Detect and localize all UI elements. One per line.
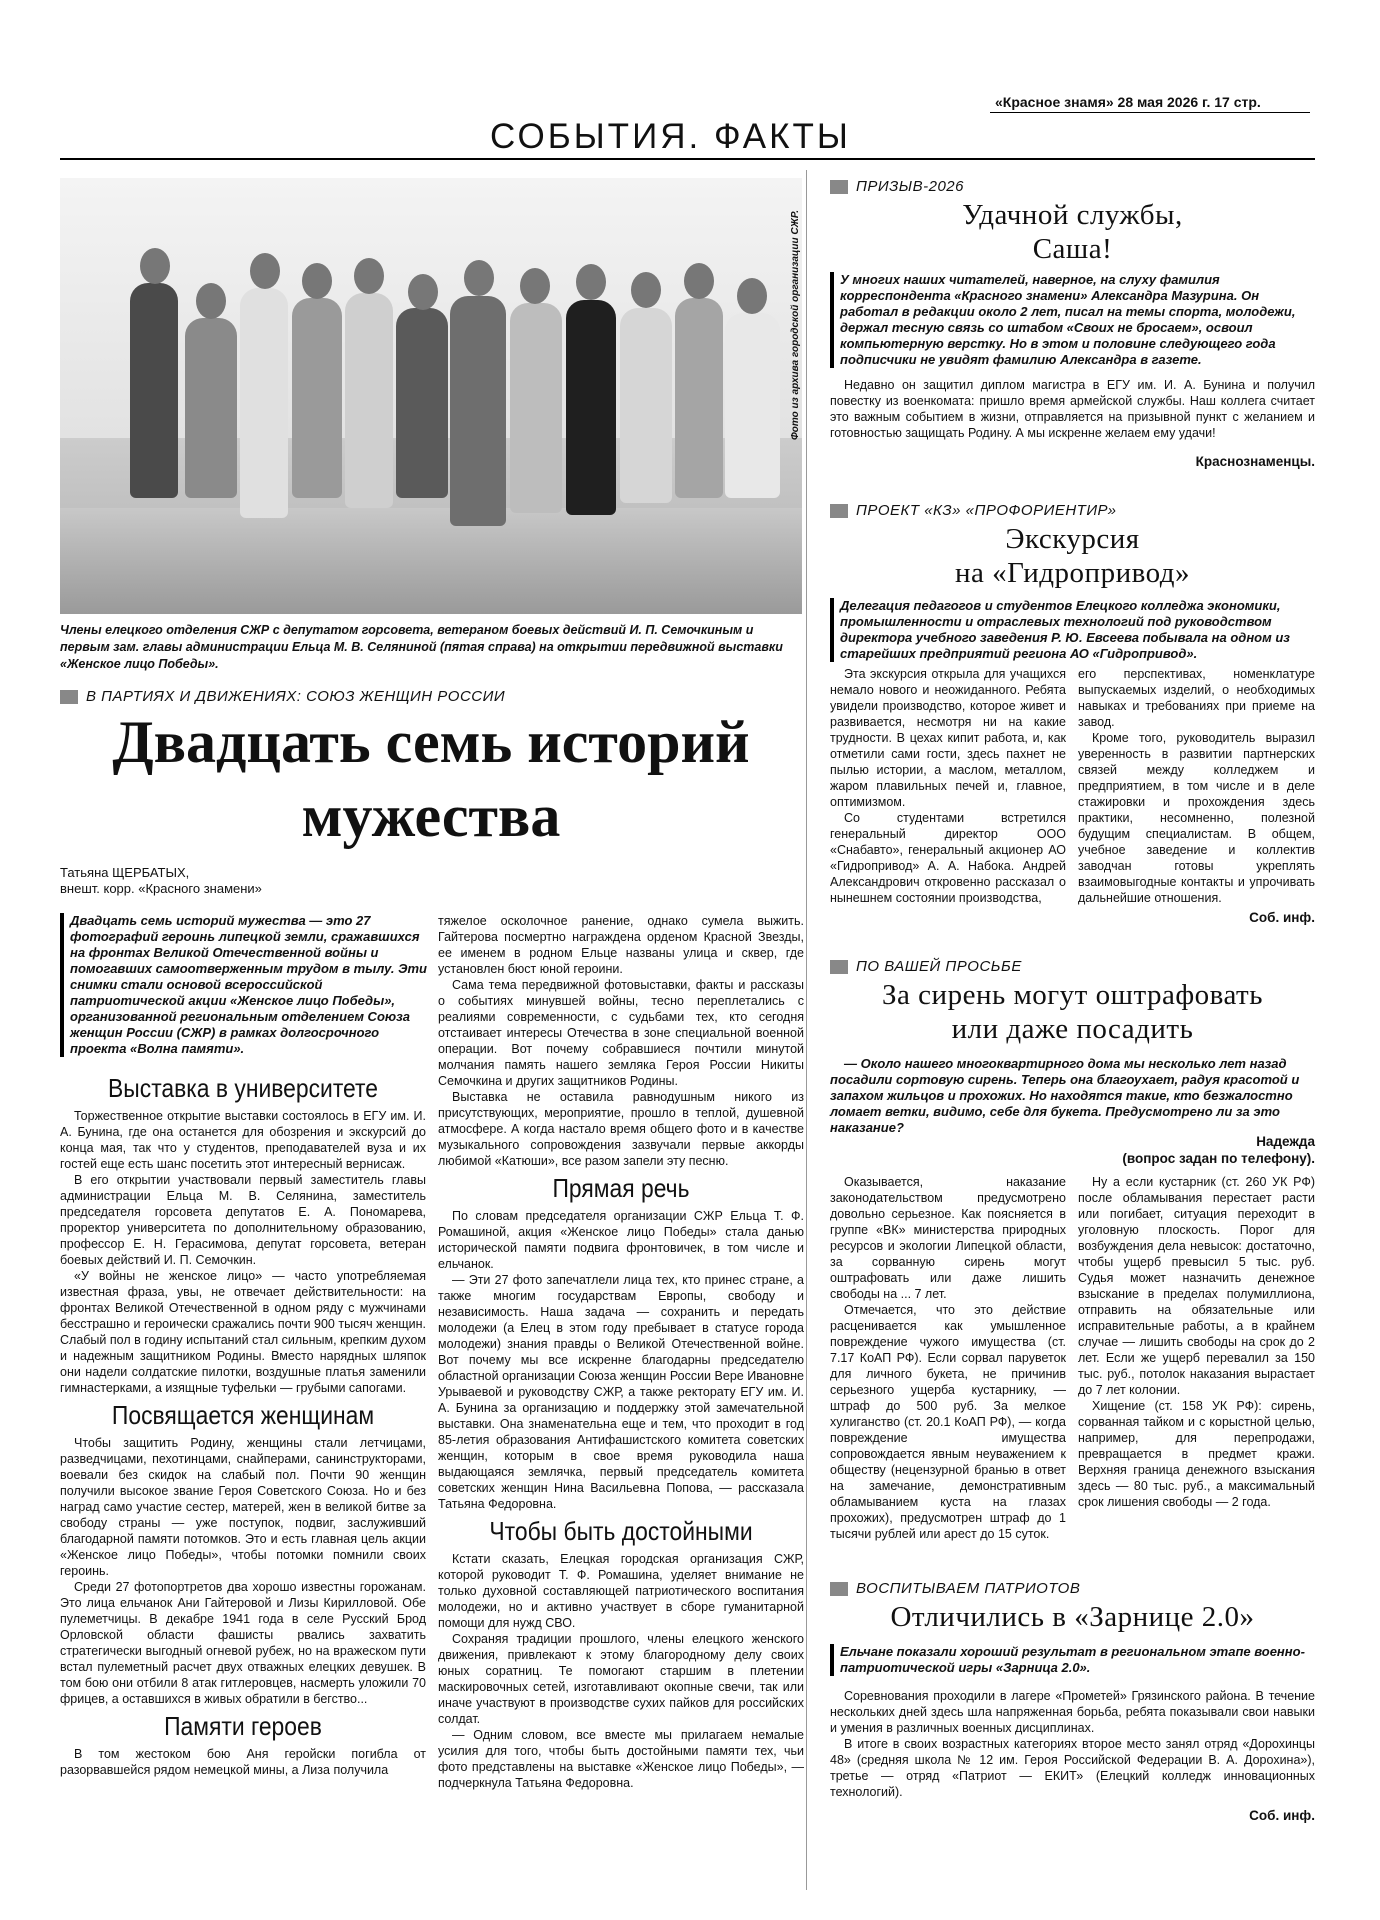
paragraph: «У войны не женское лицо» — часто употребляемая известная фраза, увы, не отвечает действительности: на фронтах Великой Отечественной в одном ряду с мужчинами бесстрашно и героически сражались почти 900 тысяч женщин. Слабый пол в годину испытаний стал сильным, крепким духом и надежным защитником Родины. Вместо нарядных шляпок они надели солдатские пилотки, воздушные платья заменили гимнастерками, а изящные туфельки — грубыми сапогами. [60, 1269, 426, 1395]
zarnitsa-lead: Ельчане показали хороший результат в региональном этапе военно-патриотической игры «Зарница 2.0». [830, 1644, 1315, 1676]
paragraph: В том жестоком бою Аня геройски погибла от разорвавшейся рядом немецкой мины, а Лиза получила [60, 1747, 426, 1777]
paragraph: Кстати сказать, Елецкая городская организация СЖР, которой руководит Т. Ф. Ромашина, уделяет внимание не только духовной составляющей патриотического воспитания молодежи, но и активно участвует в сборе гуманитарной помощи для нужд СВО. [438, 1552, 804, 1630]
excursion-lead: Делегация педагогов и студентов Елецкого колледжа экономики, промышленности и отраслевых технологий под руководством директора учебного заведения Р. Ю. Евсеева побывала на одном из старейших предприятий региона АО «Гидропривод». [830, 598, 1315, 662]
paragraph: Среди 27 фотопортретов два хорошо известны горожанам. Это лица ельчанок Ани Гайтеровой и Лизы Кирилловой. Обе пулеметчицы. В декабре 1941 года в селе Русский Брод Орловской области фашисты рвались захватить стратегически выгодный огневой рубеж, но на вражеском пути встал пулеметный расчет двух отважных елецких девушек. В том бою они отбили 8 атак гитлеровцев, насмерть уложили 70 фрицев, а оставшихся в живых обратили в бегство... [60, 1580, 426, 1706]
prizyv-rubric: ПРИЗЫВ-2026 [830, 178, 964, 195]
rubric-marker-icon [830, 1582, 848, 1596]
prizyv-lead: У многих наших читателей, наверное, на слуху фамилия корреспондента «Красного знамени» Александра Мазурина. Он работал в редакции около 2 лет, писал на темы спорта, молодежи, держал тесную связь со штабом «Своих не бросаем», освоил компьютерную верстку. Но в этом и половине следующего года подписчики не увидят фамилию Александра в газете. [830, 272, 1315, 368]
zarnitsa-title: Отличились в «Зарнице 2.0» [890, 1601, 1255, 1633]
rubric-marker-icon [830, 180, 848, 194]
rubric-marker-icon [830, 960, 848, 974]
photo-caption: Члены елецкого отделения СЖР с депутатом горсовета, ветераном боевых действий И. П. Семочкиным и первым зам. главы администрации Ельца М. В. Селяниной (пятая справа) на открытии передвижной выставки «Женское лицо Победы». [60, 623, 783, 671]
paragraph: Ну а если кустарник (ст. 260 УК РФ) после обламывания перестает расти или погибает, ситуация переходит в уголовную плоскость. Порог для возбуждения дела невысок: достаточно, чтобы ущерб превысил 5 тыс. руб. Судья может назначить денежное взыскание в пределах полумиллиона, отправить на обязательные или исправительные работы, а в крайнем случае — лишить свободы на срок до 2 лет. Если же ущерб перевалил за 150 тыс. руб., потолок наказания вырастает до 7 лет колонии. [1078, 1175, 1315, 1397]
paragraph: В итоге в своих возрастных категориях второе место занял отряд «Дорохинцы 48» (средняя школа № 12 им. Героя Российской Федерации В. А. Дорохина»), третье — отряд «Патриот — ЕКИТ» (Елецкий колледж инновационных технологий). [830, 1737, 1315, 1799]
lilac-rubric: ПО ВАШЕЙ ПРОСЬБЕ [830, 958, 1022, 975]
zarnitsa-signature: Соб. инф. [1249, 1808, 1315, 1823]
paragraph: Хищение (ст. 158 УК РФ): сирень, сорванная тайком и с корыстной целью, например, для перепродажи, превращается в предмет кражи. Верхняя граница денежного взыскания здесь — 80 тыс. руб., а максимальный срок лишения свободы — 2 года. [1078, 1399, 1315, 1509]
rubric-marker-icon [830, 504, 848, 518]
excursion-rubric: ПРОЕКТ «КЗ» «ПРОФОРИЕНТИР» [830, 502, 1116, 519]
paragraph: его перспективах, номенклатуре выпускаемых изделий, о необходимых навыках и требованиях при приеме на завод. [1078, 667, 1315, 729]
paragraph: Сохраняя традиции прошлого, члены елецкого женского движения, привлекают к этому благородному делу своих юных соратниц. Те помогают старшим в плетении маскировочных сетей, изготавливают окопные свечи, так или иначе участвуют в производстве сухих пайков для российских солдат. [438, 1632, 804, 1726]
main-title: Двадцать семь историй мужества [112, 709, 750, 849]
main-rubric: В ПАРТИЯХ И ДВИЖЕНИЯХ: СОЮЗ ЖЕНЩИН РОССИИ [60, 688, 505, 705]
excursion-signature: Соб. инф. [1249, 910, 1315, 925]
main-lead: Двадцать семь историй мужества — это 27 фотографий героинь липецкой земли, сражавшихся на фронтах Великой Отечественной войны и помогавших самоотверженным трудом в тылу. Эти снимки стали основой всероссийской патриотической акции «Женское лицо Победы», организованной региональным отделением Союза женщин России (СЖР) в рамках долгосрочного проекта «Волна памяти». [60, 913, 430, 1057]
lilac-title: За сирень могут оштрафовать или даже посадить [882, 979, 1263, 1045]
paragraph: Оказывается, наказание законодательством предусмотрено довольно серьезное. Как поясняется в группе «ВК» министерства природных ресурсов и экологии Липецкой области, за сорванную сирень могут оштрафовать или даже лишить свободы на ... 7 лет. [830, 1175, 1066, 1301]
paragraph: Отмечается, что это действие расценивается как умышленное повреждение чужого имущества (ст. 7.17 КоАП РФ). Если сорвал паруветок для личного букета, не причинив серьезного ущерба кустарнику, — штраф до 500 руб. За мелкое хулиганство (ст. 20.1 КоАП РФ), — когда повреждение имущества сопровождается явным неуважением к обществу (нецензурной бранью в ответ на замечание, демонстративным обламыванием куста на глазах прохожих), предусмотрен штраф до 1 тысячи рублей или арест до 15 суток. [830, 1303, 1066, 1541]
photo-credit: Фото из архива городской организации СЖР. [790, 209, 801, 440]
paragraph: Эта экскурсия открыла для учащихся немало нового и неожиданного. Ребята увидели производство, которое живет и развивается, несмотря ни на какие трудности. В цехах кипит работа, и, как отметили сами гости, здесь пахнет не пылью истории, а маслом, металлом, жаром плавильных печей и, главное, оптимизмом. [830, 667, 1066, 809]
author: Татьяна ЩЕРБАТЫХ, внешт. корр. «Красного знамени» [60, 865, 262, 896]
issue-line: «Красное знамя» 28 мая 2026 г. 17 стр. [995, 94, 1261, 110]
prizyv-title: Удачной службы, Саша! [962, 199, 1183, 265]
paragraph: Выставка не оставила равнодушным никого из присутствующих, мероприятие, прошло в теплой, душевной атмосфере. А когда настало время общего фото и в качестве музыкального сопровождения зазвучали первые аккорды любимой «Катюши», все разом запели эту песню. [438, 1090, 804, 1168]
section-rule [60, 158, 1315, 160]
prizyv-body: Недавно он защитил диплом магистра в ЕГУ им. И. А. Бунина и получил повестку из военкомата: пришло время армейской службы. Наш коллега считает это важным событием в жизни, отправляется на призывной пункт с желанием и готовностью защищать Родину. А мы искренне желаем ему удачи! [830, 378, 1315, 440]
lilac-question: — Около нашего многоквартирного дома мы несколько лет назад посадили сортовую сирень. Теперь она благоухает, радуя красотой и запахом жильцов и прохожих. Но находятся такие, кто безжалостно ломает ветки, видимо, себе для букета. Предусмотрено ли за это наказание? [830, 1056, 1300, 1135]
lilac-reader: Надежда [1256, 1134, 1315, 1149]
main-column-2 [438, 913, 804, 1791]
paragraph: тяжелое осколочное ранение, однако сумела выжить. Гайтерова посмертно награждена орденом Красной Звезды, ее именем в родном Ельце названы улица и сквер, где установлен бюст юной героини. [438, 914, 804, 976]
paragraph: Чтобы защитить Родину, женщины стали летчицами, разведчицами, пехотинцами, снайперами, санинструкторами, воевали без скидок на слабый пол. Почти 90 женщин получили высокое звание Героя Советского Союза. Но и без наград само участие сестер, матерей, жен в великой битве за свободу страны — уже поступок, подвиг, заслуживший благодарной памяти потомков. Это и есть главная цель акции «Женское лицо Победы», чтобы потомки помнили своих героинь. [60, 1436, 426, 1578]
lilac-column-1 [830, 1174, 1066, 1542]
paragraph: Торжественное открытие выставки состоялось в ЕГУ им. И. А. Бунина, где она останется для обозрения и экскурсий до конца мая, так что у студентов, преподавателей вуза и их гостей еще есть шанс посетить этот интересный вернисаж. [60, 1109, 426, 1171]
excursion-title: Экскурсия на «Гидропривод» [954, 523, 1191, 589]
paragraph: — Эти 27 фото запечатлели лица тех, кто принес стране, а также многим государствам Европы, свободу и независимость. Наша задача — сохранить и передать молодежи (а Елец в этом году пребывает в статусе города молодежи) знания правды о Великой Отечественной войне. Вот почему мы все искренне благодарны председателю областной организации Союза женщин России Вере Ивановне Урываевой и руководству СЖР, а также ректорату ЕГУ им. И. А. Бунина за организацию и поддержку этой замечательной выставки. Она знаменательна еще и тем, что проходит в год 85-летия образования Антифашистского комитета советских женщин, которым в свое время руководила наша выдающаяся землячка, первый председатель комитета советских женщин Нина Васильевна Попова, — рассказала Татьяна Федоровна. [438, 1273, 804, 1511]
excursion-column-1 [830, 666, 1066, 906]
header-divider [990, 112, 1310, 113]
subheading: Памяти героев [164, 1711, 322, 1741]
zarnitsa-body [830, 1688, 1315, 1800]
zarnitsa-rubric: ВОСПИТЫВАЕМ ПАТРИОТОВ [830, 1580, 1080, 1597]
main-column-1 [60, 1073, 426, 1778]
excursion-column-2 [1078, 666, 1315, 906]
subheading: Посвящается женщинам [111, 1400, 375, 1430]
lilac-column-2 [1078, 1174, 1315, 1510]
subheading: Чтобы быть достойными [489, 1516, 753, 1546]
group-photo [60, 178, 802, 614]
column-divider [806, 170, 807, 1890]
rubric-marker-icon [60, 690, 78, 704]
paragraph: В его открытии участвовали первый заместитель главы администрации Ельца М. В. Селянина, заместитель председателя горсовета депутатов Е. А. Пономарева, проректор университета по дополнительному образованию, профессор Е. Н. Герасимова, депутат горсовета, ветеран боевых действий И. П. Семочкин. [60, 1173, 426, 1267]
prizyv-signature: Краснознаменцы. [1195, 454, 1315, 469]
lilac-reader-note: (вопрос задан по телефону). [1122, 1151, 1315, 1166]
paragraph: Со студентами встретился генеральный директор ООО «Снабавто», генеральный акционер АО «Гидропривод» А. А. Набока. Андрей Александрович откровенно рассказал о нынешнем состоянии производства, [830, 811, 1066, 905]
paragraph: По словам председателя организации СЖР Ельца Т. Ф. Ромашиной, акция «Женское лицо Победы» стала данью исторической памяти подвига фронтовичек, в том числе и ельчанок. [438, 1209, 804, 1271]
section-title: СОБЫТИЯ. ФАКТЫ [490, 117, 851, 156]
subheading: Прямая речь [552, 1173, 690, 1203]
paragraph: Соревнования проходили в лагере «Прометей» Грязинского района. В течение нескольких дней здесь шла напряженная борьба, ребята показывали свои навыки и умения в различных военных дисциплинах. [830, 1689, 1315, 1735]
paragraph: — Одним словом, все вместе мы прилагаем немалые усилия для того, чтобы быть достойными памяти тех, чьи фото представлены на выставке «Женское лицо Победы», — подчеркнула Татьяна Федоровна. [438, 1728, 804, 1790]
paragraph: Кроме того, руководитель выразил уверенность в развитии партнерских связей между колледжем и предприятием, в том числе и в деле стажировки и прохождения здесь практики, несомненно, полезной будущим специалистам. В общем, учебное заведение и коллектив заводчан готовы укреплять взаимовыгодные контакты и упрочивать дальнейшие отношения. [1078, 731, 1315, 905]
paragraph: Сама тема передвижной фотовыставки, факты и рассказы о событиях минувшей войны, тесно переплетались с реалиями современности, с судьбами тех, кто сегодня отстаивает интересы Отечества в зоне специальной военной операции. Вот почему собравшиеся почтили минутой молчания память нашего земляка Героя России Никиты Семочкина и других защитников Родины. [438, 978, 804, 1088]
subheading: Выставка в университете [108, 1073, 378, 1103]
